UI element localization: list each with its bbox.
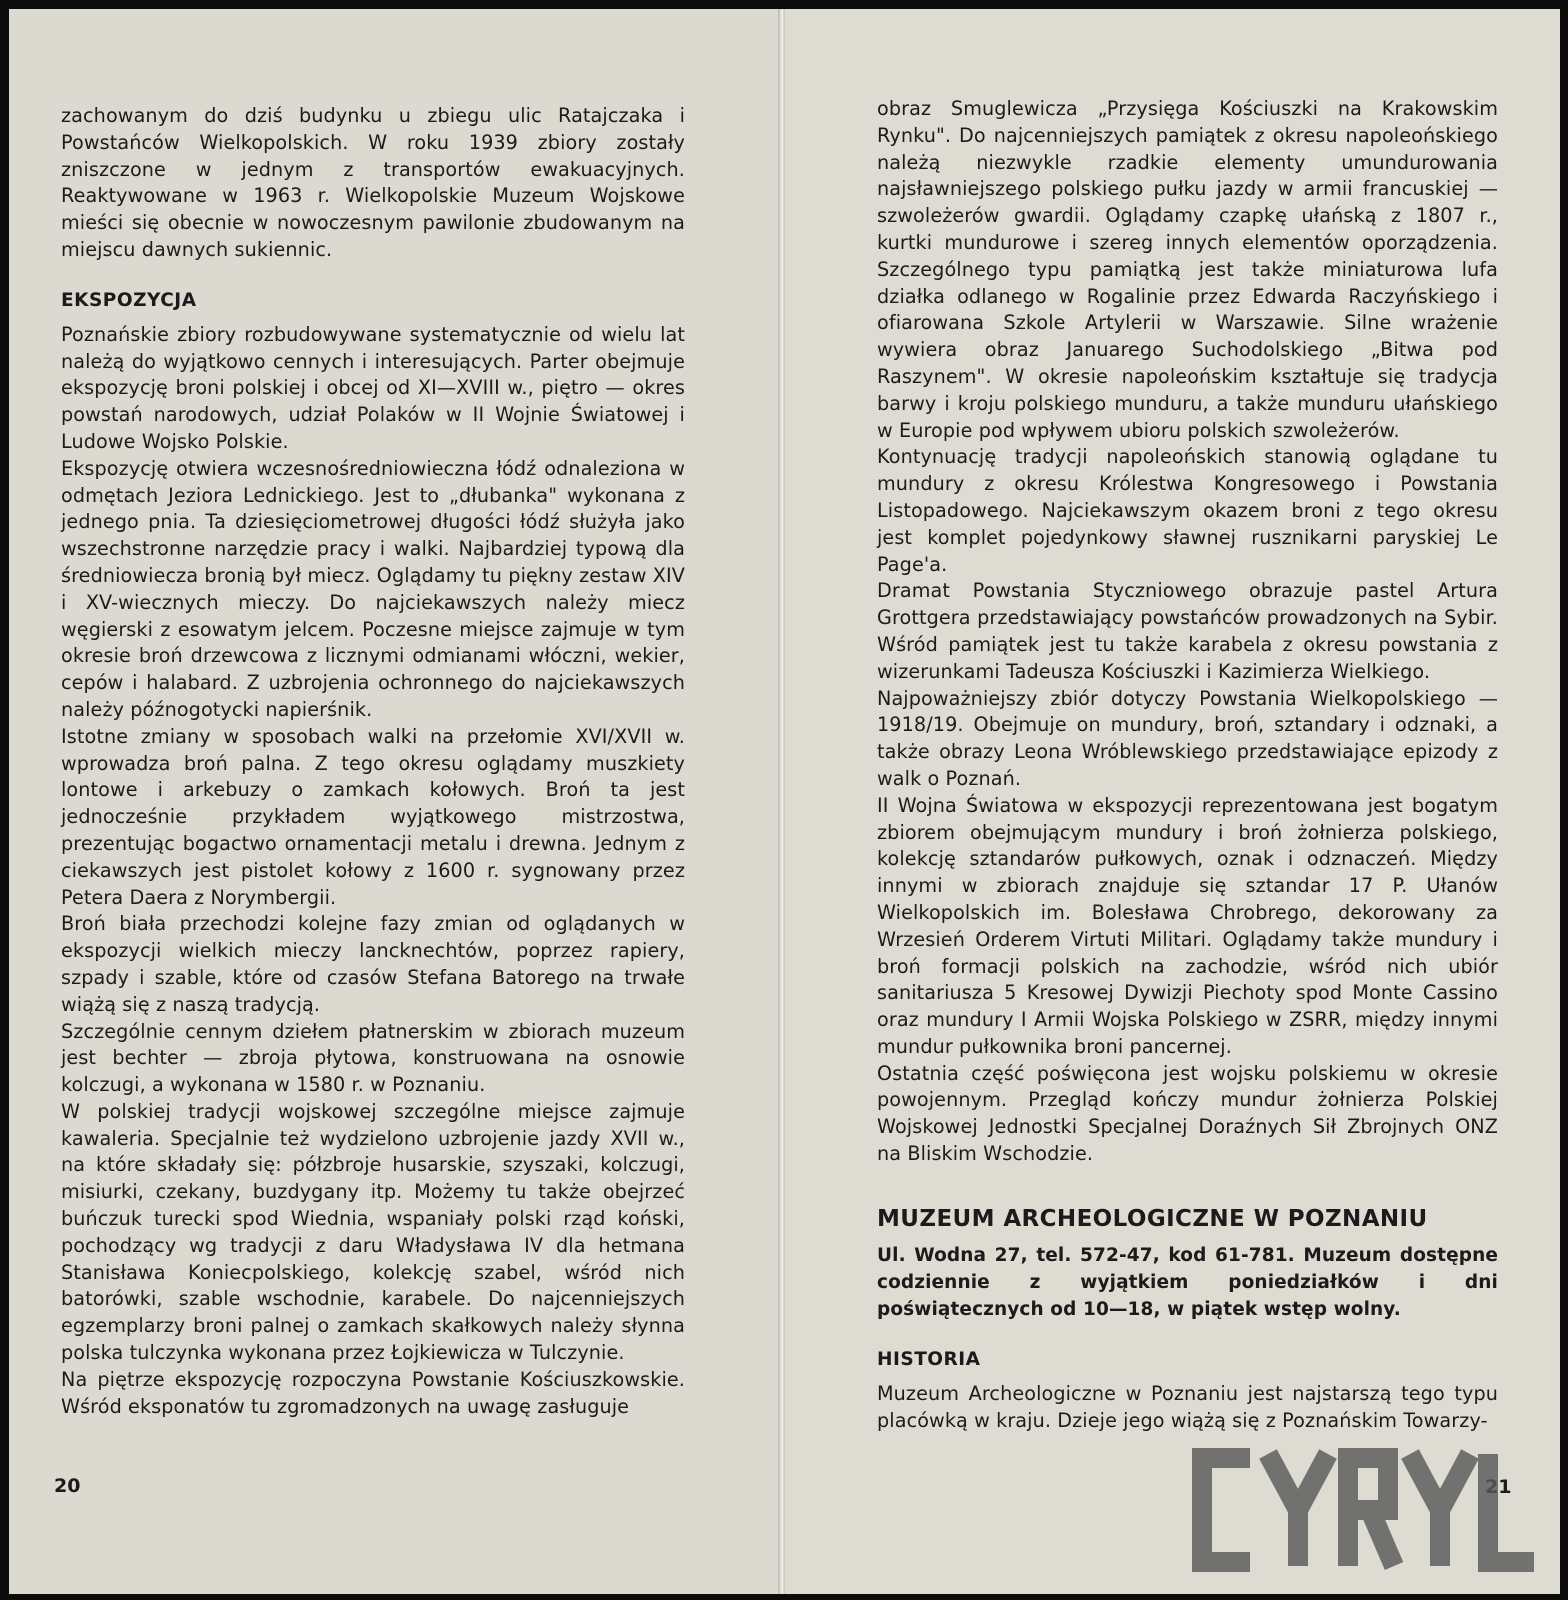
paragraph: Dramat Powstania Styczniowego obrazuje pastel Artura Grottgera przedstawiający powstańców prowadzonych na Sybir. Wśród pamiątek jest tu także karabela z okresu powstania z wizerunkami Tadeusza Kościuszki i Kazimierza Wielkiego. bbox=[877, 579, 1498, 683]
page-number-left: 20 bbox=[54, 1475, 81, 1497]
paragraph: obraz Smuglewicza „Przysięga Kościuszki na Krakowskim Rynku". Do najcenniejszych pamiątek z okresu napoleońskiego należą niezwykle rzadkie elementy umundurowania najsławniejszego polskiego pułku jazdy w armii francuskiej — szwoleżerów gwardii. Oglądamy czapkę ułańską z 1807 r., kurtki mundurowe i szereg innych elementów oporządzenia. Szczególnego typu pamiątką jest także miniaturowa lufa działka odlanego w Rogalinie przez Edwarda Raczyńskiego i ofiarowana Szkole Artylerii w Warszawie. Silne wrażenie wywiera obraz Januarego Suchodolskiego „Bitwa pod Raszynem". W okresie napoleońskim kształtuje się tradycja barwy i kroju polskiego munduru, a także munduru ułańskiego w Europie pod wpływem ubioru polskich szwoleżerów. bbox=[877, 97, 1498, 442]
book-spread bbox=[9, 9, 1560, 1594]
cyryl-watermark-logo bbox=[1188, 1440, 1538, 1580]
right-page bbox=[785, 9, 1560, 1594]
page-number-right: 21 bbox=[1485, 1476, 1512, 1498]
paragraph: II Wojna Światowa w ekspozycji reprezentowana jest bogatym zbiorem obejmującym mundury i broń żołnierza polskiego, kolekcję sztandarów pułkowych, oznak i odznaczeń. Między innymi w zbiorach znajduje się sztandar 17 P. Ułanów Wielkopolskich im. Bolesława Chrobrego, dekorowany za Wrzesień Orderem Virtuti Militari. Oglądamy także mundury i broń formacji polskich na zachodzie, wśród nich ubiór sanitariusza 5 Kresowej Dywizji Piechoty spod Monte Cassino oraz mundury I Armii Wojska Polskiego w ZSRR, między innymi mundur pułkownika broni pancernej. bbox=[877, 793, 1498, 1058]
left-page bbox=[9, 9, 782, 1594]
paragraph: Broń biała przechodzi kolejne fazy zmian od oglądanych w ekspozycji wielkich mieczy lancknechtów, poprzez rapiery, szpady i szable, które od czasów Stefana Batorego na trwałe wiążą się z naszą tradycją. bbox=[61, 912, 685, 1016]
paragraph: Poznańskie zbiory rozbudowywane systematycznie od wielu lat należą do wyjątkowo cennych i interesujących. Parter obejmuje ekspozycję broni polskiej i obcej od XI—XVIII w., piętro — okres powstań narodowych, udział Polaków w II Wojnie Światowej i Ludowe Wojsko Polskie. bbox=[61, 322, 685, 453]
left-text-column bbox=[61, 103, 685, 1420]
paragraph: W polskiej tradycji wojskowej szczególne miejsce zajmuje kawaleria. Specjalnie też wydzielono uzbrojenie jazdy XVII w., na które składały się: półzbroje husarskie, szyszaki, kolczugi, misiurki, czekany, buzdygany itp. Możemy tu także obejrzeć buńczuk turecki spod Wiednia, wspaniały polski rząd koński, pochodzący wg tradycji z daru Władysława IV dla hetmana Stanisława Koniecpolskiego, kolekcję szabel, wśród nich batorówki, szable wschodnie, karabele. Do najcenniejszych egzemplarzy broni palnej o zamkach skałkowych należy słynna polska tulczynka wykonana przez Łojkiewicza w Tulczynie. bbox=[61, 1099, 685, 1365]
paragraph: Ostatnia część poświęcona jest wojsku polskiemu w okresie powojennym. Przegląd kończy mundur żołnierza Polskiej Wojskowej Jednostki Specjalnej Doraźnych Sił Zbrojnych ONZ na Bliskim Wschodzie. bbox=[877, 1061, 1498, 1166]
paragraph: Ekspozycję otwiera wczesnośredniowieczna łódź odnaleziona w odmętach Jeziora Lednickiego. Jest to „dłubanka" wykonana z jednego pnia. Ta dziesięciometrowej długości łódź służyła jako wszechstronne narzędzie pracy i walki. Najbardziej typową dla średniowiecza bronią był miecz. Oglądamy tu piękny zestaw XIV i XV-wiecznych mieczy. Do najciekawszych należy miecz węgierski z esowatym jelcem. Poczesne miejsce zajmuje w tym okresie broń drzewcowa z licznymi odmianami włóczni, wekier, cepów i halabard. Z uzbrojenia ochronnego do najciekawszych należy późnogotycki napierśnik. bbox=[61, 456, 685, 721]
right-text-column bbox=[877, 96, 1498, 1434]
paragraph: Na piętrze ekspozycję rozpoczyna Powstanie Kościuszkowskie. Wśród eksponatów tu zgromadzonych na uwagę zasługuje bbox=[61, 1367, 685, 1418]
section-heading-historia: HISTORIA bbox=[877, 1348, 981, 1370]
paragraph: Kontynuację tradycji napoleońskich stanowią oglądane tu mundury z okresu Królestwa Kongresowego i Powstania Listopadowego. Najciekawszym okazem broni z tego okresu jest komplet pojedynkowy sławnej rusznikarni paryskiej Le Page'a. bbox=[877, 445, 1498, 576]
paragraph: Najpoważniejszy zbiór dotyczy Powstania Wielkopolskiego — 1918/19. Obejmuje on mundury, broń, sztandary i odznaki, a także obrazy Leona Wróblewskiego przedstawiające epizody z walk o Poznań. bbox=[877, 686, 1498, 790]
paragraph: Istotne zmiany w sposobach walki na przełomie XVI/XVII w. wprowadza broń palna. Z tego okresu oglądamy muszkiety lontowe i arkebuzy o zamkach kołowych. Broń ta jest jednocześnie przykładem wyjątkowego mistrzostwa, prezentując bogactwo ornamentacji metalu i drewna. Jednym z ciekawszych jest pistolet kołowy z 1600 r. sygnowany przez Petera Daera z Norymbergii. bbox=[61, 724, 685, 909]
paragraph: Szczególnie cennym dziełem płatnerskim w zbiorach muzeum jest bechter — zbroja płytowa, konstruowana na osnowie kolczugi, a wykonana w 1580 r. w Poznaniu. bbox=[61, 1019, 685, 1097]
paragraph: Muzeum Archeologiczne w Poznaniu jest najstarszą tego typu placówką w kraju. Dzieje jego wiążą się z Poznańskim Towarzy- bbox=[877, 1381, 1498, 1432]
museum-address: Ul. Wodna 27, tel. 572-47, kod 61-781. Muzeum dostępne codziennie z wyjątkiem poniedziałków i dni poświątecznych od 10—18, w piątek wstęp wolny. bbox=[877, 1244, 1498, 1320]
museum-heading: MUZEUM ARCHEOLOGICZNE W POZNANIU bbox=[877, 1205, 1428, 1232]
paragraph: zachowanym do dziś budynku u zbiegu ulic Ratajczaka i Powstańców Wielkopolskich. W roku 1939 zbiory zostały zniszczone w jednym z transportów ewakuacyjnych. Reaktywowane w 1963 r. Wielkopolskie Muzeum Wojskowe mieści się obecnie w nowoczesnym pawilonie zbudowanym na miejscu dawnych sukiennic. bbox=[61, 104, 685, 261]
section-heading-ekspozycja: EKSPOZYCJA bbox=[61, 289, 197, 311]
